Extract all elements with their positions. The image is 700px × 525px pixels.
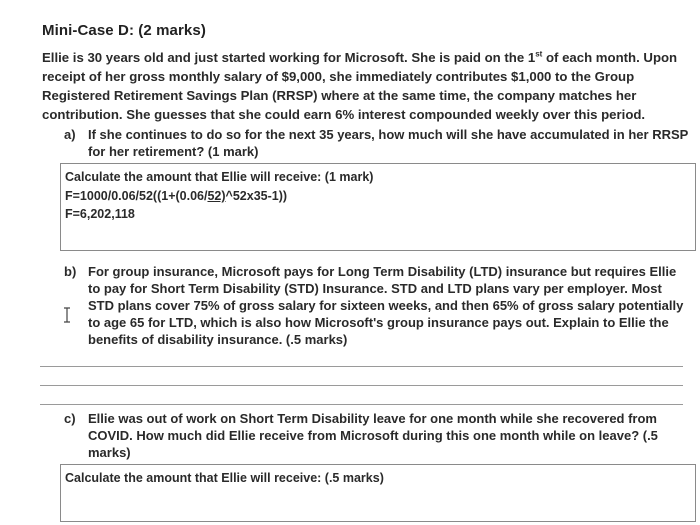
- intro-line-4: contribution. She guesses that she could earn 6% interest compounded weekly over this period.: [42, 107, 646, 122]
- intro-line-1: [42, 48, 694, 67]
- page-title: Mini-Case D: (2 marks): [42, 22, 206, 39]
- formula-start: F=1000/0.06/52((1+(0.06/: [65, 189, 208, 203]
- intro-line-2: receipt of her gross monthly salary of $9,000, she immediately contributes $1,000 to the Group: [42, 69, 635, 84]
- question-b-line-1: For group insurance, Microsoft pays for Long Term Disability (LTD) insurance but requires Ellie: [88, 264, 677, 279]
- answer-a-label: Calculate the amount that Ellie will receive: (1 mark): [65, 170, 374, 184]
- intro-line-1-end: of each month. Upon: [542, 50, 678, 65]
- question-c-line-1: Ellie was out of work on Short Term Disability leave for one month while she recovered from: [88, 411, 657, 426]
- question-b: [64, 263, 694, 353]
- question-a-letter: a): [64, 127, 76, 142]
- question-a-text: [88, 126, 688, 160]
- answer-a-result: F=6,202,118: [65, 207, 135, 221]
- question-b-line-5: benefits of disability insurance. (.5 marks): [88, 332, 348, 347]
- question-b-line-2: to pay for Short Term Disability (STD) Insurance. STD and LTD plans vary per employer. Most: [88, 281, 662, 296]
- answer-b-line-2[interactable]: [40, 385, 683, 386]
- question-c-letter: c): [64, 411, 76, 426]
- question-b-text: [88, 263, 683, 348]
- answer-c-box[interactable]: [60, 464, 696, 522]
- question-b-line-3: STD plans cover 75% of gross salary for sixteen weeks, and then 65% of gross salary potentially: [88, 298, 684, 313]
- i-beam-cursor-icon: [63, 307, 71, 323]
- question-a-line-1: If she continues to do so for the next 35 years, how much will she have accumulated in her RRSP: [88, 127, 689, 142]
- question-a: [64, 126, 694, 162]
- question-b-letter: b): [64, 264, 77, 279]
- answer-a-formula: [65, 189, 287, 203]
- answer-c-label: Calculate the amount that Ellie will receive: (.5 marks): [65, 471, 384, 485]
- question-c-text: [88, 410, 658, 461]
- answer-b-line-3[interactable]: [40, 404, 683, 405]
- case-intro: [42, 48, 694, 124]
- formula-underlined: 52): [207, 189, 226, 203]
- question-c-line-2: COVID. How much did Ellie receive from Microsoft during this one month while on leave? (.5: [88, 428, 658, 443]
- question-c: [64, 410, 694, 464]
- intro-line-3: Registered Retirement Savings Plan (RRSP) where at the same time, the company matches her: [42, 88, 637, 103]
- question-c-line-3: marks): [88, 445, 131, 460]
- question-b-line-4: to age 65 for LTD, which is also how Microsoft's group insurance pays out. Explain to Ellie the: [88, 315, 669, 330]
- intro-line-1-text: Ellie is 30 years old and just started working for Microsoft. She is paid on the 1: [42, 50, 536, 65]
- question-a-line-2: for her retirement? (1 mark): [88, 144, 259, 159]
- intro-superscript: st: [535, 49, 543, 59]
- answer-a-box[interactable]: [60, 163, 696, 251]
- formula-end: ^52x35-1)): [225, 189, 288, 203]
- answer-b-line-1[interactable]: [40, 366, 683, 367]
